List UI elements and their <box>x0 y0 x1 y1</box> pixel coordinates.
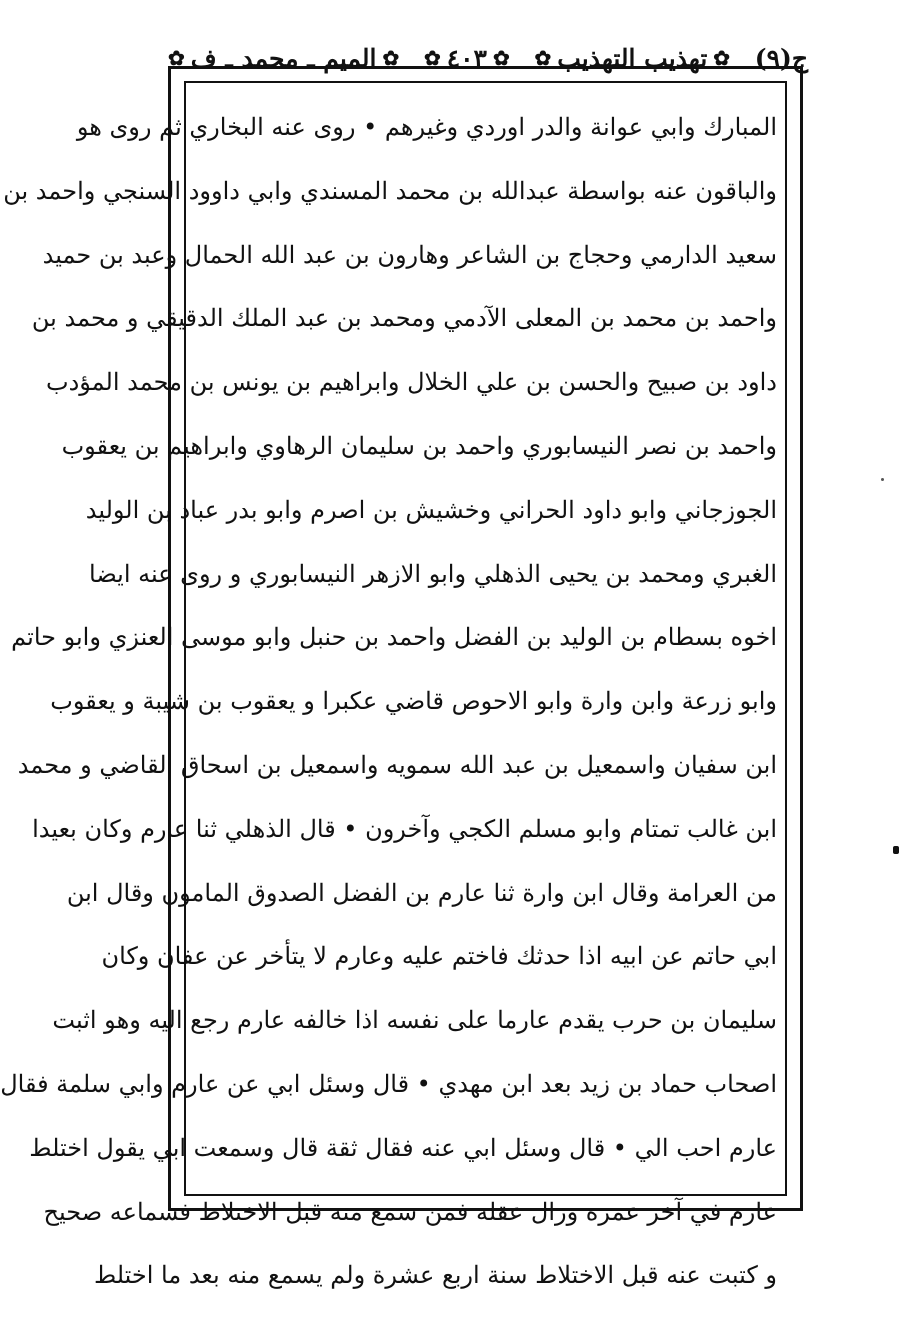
text-line: وابو زرعة وابن وارة وابو الاحوص قاضي عكبرا و يعقوب بن شيبة و يعقوب <box>50 687 777 716</box>
volume-number: ج(٩) <box>754 43 808 73</box>
text-line: من العرامة وقال ابن وارة ثنا عارم بن الفضل الصدوق المامون وقال ابن <box>66 878 777 907</box>
rosette-ornament-icon: ✿ <box>423 46 441 70</box>
text-line: عارم في آخر عمره وزال عقله فمن سمع منه قبل الاختلاط فسماعه صحيح <box>43 1197 777 1226</box>
text-line: ابي حاتم عن ابيه اذا حدثك فاختم عليه وعارم لا يتأخر عن عفان وكان <box>101 942 777 971</box>
text-line: واحمد بن محمد بن المعلى الآدمي ومحمد بن عبد الملك الدقيقي و محمد بن <box>31 304 777 333</box>
rosette-ornament-icon: ✿ <box>168 46 185 70</box>
rosette-ornament-icon: ✿ <box>493 46 510 70</box>
book-title: تهذيب التهذيب <box>557 43 708 73</box>
text-line: الجوزجاني وابو داود الحراني وخشيش بن اصرم وابو بدر عباد بن الوليد <box>85 495 777 524</box>
text-line: داود بن صبيح والحسن بن علي الخلال وابراهيم بن يونس بن محمد المؤدب <box>45 368 777 397</box>
section-label: الميم ـ محمد ـ ف <box>190 43 377 73</box>
text-line: سليمان بن حرب يقدم عارما على نفسه اذا خالفه عارم رجع اليه وهو اثبت <box>52 1006 777 1035</box>
rosette-ornament-icon: ✿ <box>382 46 400 70</box>
text-line: المبارك وابي عوانة والدر اوردي وغيرهم • روى عنه البخاري ثم روى هو <box>76 113 777 141</box>
main-text-body <box>0 96 777 1290</box>
text-line: واحمد بن نصر النيسابوري واحمد بن سليمان الرهاوي وابراهيم بن يعقوب <box>61 431 777 460</box>
text-line: الغبري ومحمد بن يحيى الذهلي وابو الازهر النيسابوري و روى عنه ايضا <box>89 559 777 588</box>
scan-margin-mark <box>893 846 899 854</box>
text-line: اخوه بسطام بن الوليد بن الفضل واحمد بن حنبل وابو موسى العنزي وابو حاتم <box>11 623 777 652</box>
text-line: و كتبت عنه قبل الاختلاط سنة اربع عشرة ولم يسمع منه بعد ما اختلط <box>93 1261 777 1290</box>
rosette-ornament-icon: ✿ <box>534 46 552 70</box>
text-line: والباقون عنه بواسطة عبدالله بن محمد المسندي وابي داوود السنجي واحمد بن <box>3 176 777 205</box>
text-line: اصحاب حماد بن زيد بعد ابن مهدي • قال وسئل ابي عن عارم وابي سلمة فقال <box>0 1069 777 1098</box>
page-number: ٤٠٣ <box>446 43 487 73</box>
text-line: سعيد الدارمي وحجاج بن الشاعر وهارون بن عبد الله الحمال وعبد بن حميد <box>42 240 777 269</box>
rosette-ornament-icon: ✿ <box>713 46 731 70</box>
text-line: ابن سفيان واسمعيل بن عبد الله سمويه واسمعيل بن اسحاق القاضي و محمد <box>17 750 777 779</box>
text-line: ابن غالب تمتام وابو مسلم الكجي وآخرون • قال الذهلي ثنا عارم وكان بعيدا <box>32 814 777 843</box>
scan-speck <box>881 478 884 481</box>
text-line: عارم احب الي • قال وسئل ابي عنه فقال ثقة قال وسمعت ابي يقول اختلط <box>29 1133 777 1162</box>
